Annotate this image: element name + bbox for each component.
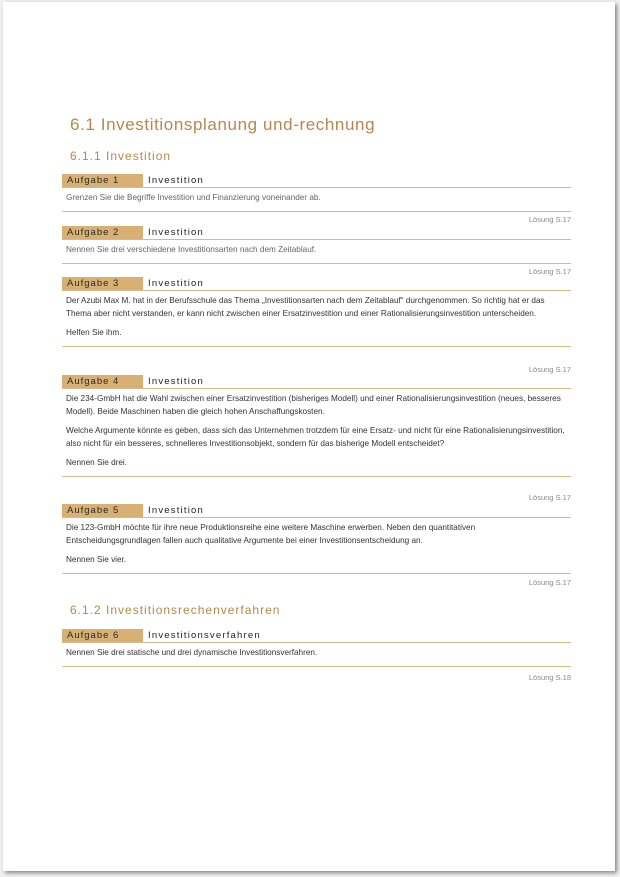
- task-6: [62, 629, 571, 682]
- task-label: Aufgabe 1: [62, 174, 143, 187]
- task-header: [62, 174, 571, 188]
- task-1: [62, 174, 571, 224]
- task-title: Investition: [148, 376, 204, 387]
- task-header: [62, 504, 571, 518]
- task-label: Aufgabe 6: [62, 629, 143, 642]
- task-body: [62, 643, 571, 667]
- task-paragraph: Die 123-GmbH möchte für ihre neue Produktionsreihe eine weitere Maschine erwerben. Neben den quantitativen Entscheidungsgrundlagen fallen auch qualitative Argumente bei einer Investitionsentscheidung an.: [66, 523, 476, 545]
- task-paragraph: Grenzen Sie die Begriffe Investition und Finanzierung voneinander ab.: [66, 193, 321, 202]
- task-paragraph: Nennen Sie drei verschiedene Investitionsarten nach dem Zeitablauf.: [66, 245, 317, 254]
- task-paragraph: Nennen Sie drei statische und drei dynamische Investitionsverfahren.: [66, 648, 318, 657]
- task-paragraph: Helfen Sie ihm.: [66, 328, 122, 337]
- task-title: Investition: [148, 505, 204, 516]
- task-paragraph: Nennen Sie drei.: [66, 458, 127, 467]
- task-body: [62, 291, 571, 347]
- task-paragraph: Nennen Sie vier.: [66, 555, 127, 564]
- task-3: [62, 277, 571, 374]
- task-paragraph: Die 234-GmbH hat die Wahl zwischen einer Ersatzinvestition (bisheriges Modell) und einer Rationalisierungsinvestition (neues, besseres Modell). Beide Maschinen haben die gleich hohen Anschaffungskosten.: [66, 394, 561, 416]
- task-body: [62, 240, 571, 264]
- task-2: [62, 226, 571, 276]
- task-label: Aufgabe 3: [62, 277, 143, 290]
- solution-reference: Lösung S.17: [528, 215, 571, 224]
- task-body: [62, 518, 571, 574]
- task-label: Aufgabe 4: [62, 375, 143, 388]
- solution-reference: Lösung S.18: [528, 673, 571, 682]
- task-header: [62, 629, 571, 643]
- task-header: [62, 226, 571, 240]
- task-header: [62, 277, 571, 291]
- task-title: Investition: [148, 278, 204, 289]
- section-heading-investitionsrechenverfahren: 6.1.2 Investitionsrechenverfahren: [70, 603, 281, 617]
- task-title: Investitionsverfahren: [148, 630, 261, 641]
- task-header: [62, 375, 571, 389]
- task-body: [62, 389, 571, 477]
- task-paragraph: Der Azubi Max M. hat in der Berufsschule das Thema „Investitionsarten nach dem Zeitablauf“ durchgenommen. So richtig hat er das Thema aber nicht verstanden, er kann nicht zwischen einer Ersatzinvestition und einer Rationalisierungsinvestition unterscheiden.: [66, 296, 545, 318]
- task-4: [62, 375, 571, 502]
- task-title: Investition: [148, 227, 204, 238]
- task-label: Aufgabe 5: [62, 504, 143, 517]
- section-heading-investition: 6.1.1 Investition: [70, 149, 172, 163]
- solution-reference: Lösung S.17: [528, 365, 571, 374]
- solution-reference: Lösung S.17: [528, 578, 571, 587]
- task-5: [62, 504, 571, 587]
- task-title: Investition: [148, 175, 204, 186]
- chapter-heading: 6.1 Investitionsplanung und-rechnung: [70, 115, 376, 134]
- solution-reference: Lösung S.17: [528, 267, 571, 276]
- document-page: [3, 2, 615, 871]
- solution-reference: Lösung S.17: [528, 493, 571, 502]
- task-paragraph: Welche Argumente könnte es geben, dass sich das Unternehmen trotzdem für eine Ersatz- und nicht für eine Rationalisierungsinvestition, also nicht für ein besseres, schnelleres Investitionsobjekt, sondern für das bisherige Modell entscheidet?: [66, 426, 565, 448]
- task-body: [62, 188, 571, 212]
- task-label: Aufgabe 2: [62, 226, 143, 239]
